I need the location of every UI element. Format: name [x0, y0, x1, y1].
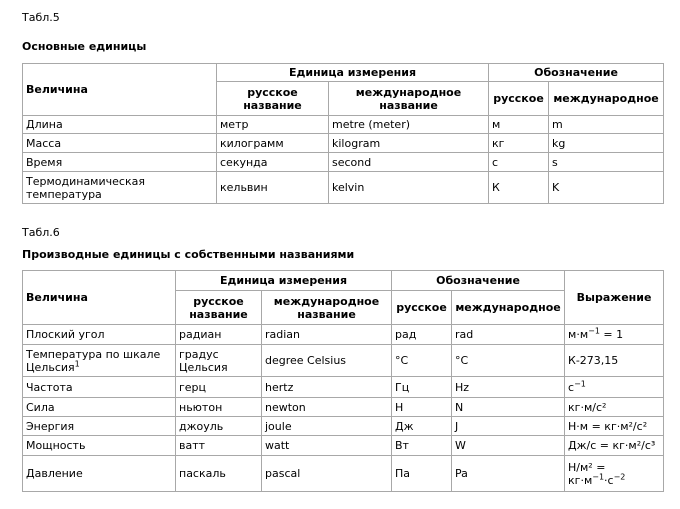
table5-caption: Табл.5 [22, 11, 60, 24]
cell-quantity: Время [23, 153, 217, 172]
cell-symbol-int: W [452, 436, 565, 456]
cell-unit-ru: герц [176, 377, 262, 398]
cell-symbol-ru: К [489, 172, 549, 204]
cell-symbol-ru: °С [392, 345, 452, 377]
cell-unit-int: newton [262, 398, 392, 417]
cell-quantity: Давление [23, 456, 176, 492]
t6-header-unit-group: Единица измерения [176, 271, 392, 291]
table-row [23, 172, 664, 204]
t6-header-symbol-int: международное [452, 291, 565, 325]
cell-unit-int: joule [262, 417, 392, 436]
cell-expression: $м\cdot м^{-1} = 1$ [565, 325, 664, 345]
cell-unit-int: kelvin [329, 172, 489, 204]
cell-unit-ru: метр [217, 116, 329, 134]
cell-quantity: Частота [23, 377, 176, 398]
cell-unit-int: second [329, 153, 489, 172]
cell-quantity: Сила [23, 398, 176, 417]
t5-header-symbol-group: Обозначение [489, 64, 664, 82]
cell-symbol-int: K [549, 172, 664, 204]
cell-symbol-int: Hz [452, 377, 565, 398]
cell-unit-ru: градус Цельсия [176, 345, 262, 377]
table-row [23, 377, 664, 398]
cell-unit-ru: кельвин [217, 172, 329, 204]
cell-unit-ru: килограмм [217, 134, 329, 153]
cell-symbol-ru: Гц [392, 377, 452, 398]
table-row [23, 456, 664, 492]
table6-caption: Табл.6 [22, 226, 60, 239]
cell-symbol-int: J [452, 417, 565, 436]
cell-quantity: Мощность [23, 436, 176, 456]
cell-symbol-ru: рад [392, 325, 452, 345]
table-row [23, 153, 664, 172]
t6-header-symbol-group: Обозначение [392, 271, 565, 291]
cell-expression: $с^{-1}$ [565, 377, 664, 398]
t5-header-unit-int: международное название [329, 82, 489, 116]
cell-symbol-int: m [549, 116, 664, 134]
t5-header-unit-ru: русское название [217, 82, 329, 116]
table-row [23, 436, 664, 456]
cell-unit-int: hertz [262, 377, 392, 398]
cell-symbol-ru: Н [392, 398, 452, 417]
cell-expression: Н·м = кг·м²/с² [565, 417, 664, 436]
cell-symbol-ru: кг [489, 134, 549, 153]
cell-expression: Н/м² = $кг\cdot м^{-1}\cdot с^{-2}$ [565, 456, 664, 492]
table5 [22, 63, 664, 204]
cell-symbol-ru: Вт [392, 436, 452, 456]
t5-header-quantity: Величина [23, 64, 217, 116]
t5-header-symbol-int: международное [549, 82, 664, 116]
table6 [22, 270, 664, 492]
table-row [23, 116, 664, 134]
cell-symbol-int: s [549, 153, 664, 172]
t6-header-expression: Выражение [565, 271, 664, 325]
cell-unit-ru: паскаль [176, 456, 262, 492]
cell-unit-int: metre (meter) [329, 116, 489, 134]
t6-header-unit-int: международное название [262, 291, 392, 325]
cell-symbol-ru: Па [392, 456, 452, 492]
cell-symbol-int: Pa [452, 456, 565, 492]
cell-unit-ru: секунда [217, 153, 329, 172]
cell-symbol-ru: м [489, 116, 549, 134]
cell-unit-int: radian [262, 325, 392, 345]
cell-unit-ru: ватт [176, 436, 262, 456]
cell-quantity: Длина [23, 116, 217, 134]
cell-symbol-int: N [452, 398, 565, 417]
cell-unit-int: degree Celsius [262, 345, 392, 377]
table-row [23, 134, 664, 153]
table-row [23, 417, 664, 436]
cell-quantity: Масса [23, 134, 217, 153]
cell-expression: кг·м/с² [565, 398, 664, 417]
cell-symbol-int: kg [549, 134, 664, 153]
t5-header-unit-group: Единица измерения [217, 64, 489, 82]
cell-symbol-int: °C [452, 345, 565, 377]
t5-header-symbol-ru: русское [489, 82, 549, 116]
table-row [23, 325, 664, 345]
cell-expression: К-273,15 [565, 345, 664, 377]
t6-header-quantity: Величина [23, 271, 176, 325]
cell-unit-ru: ньютон [176, 398, 262, 417]
cell-expression: Дж/с = кг·м²/с³ [565, 436, 664, 456]
t6-header-symbol-ru: русское [392, 291, 452, 325]
cell-quantity: Температура по шкале Цельсия$^1$ [23, 345, 176, 377]
cell-unit-ru: джоуль [176, 417, 262, 436]
cell-symbol-ru: с [489, 153, 549, 172]
cell-unit-ru: радиан [176, 325, 262, 345]
cell-symbol-int: rad [452, 325, 565, 345]
cell-quantity: Термодинамическая температура [23, 172, 217, 204]
table-row [23, 345, 664, 377]
table5-title: Основные единицы [22, 40, 147, 53]
table-row [23, 398, 664, 417]
t6-header-unit-ru: русское название [176, 291, 262, 325]
cell-symbol-ru: Дж [392, 417, 452, 436]
table6-title: Производные единицы с собственными названиями [22, 248, 355, 261]
cell-quantity: Энергия [23, 417, 176, 436]
cell-unit-int: pascal [262, 456, 392, 492]
cell-unit-int: watt [262, 436, 392, 456]
cell-unit-int: kilogram [329, 134, 489, 153]
cell-quantity: Плоский угол [23, 325, 176, 345]
